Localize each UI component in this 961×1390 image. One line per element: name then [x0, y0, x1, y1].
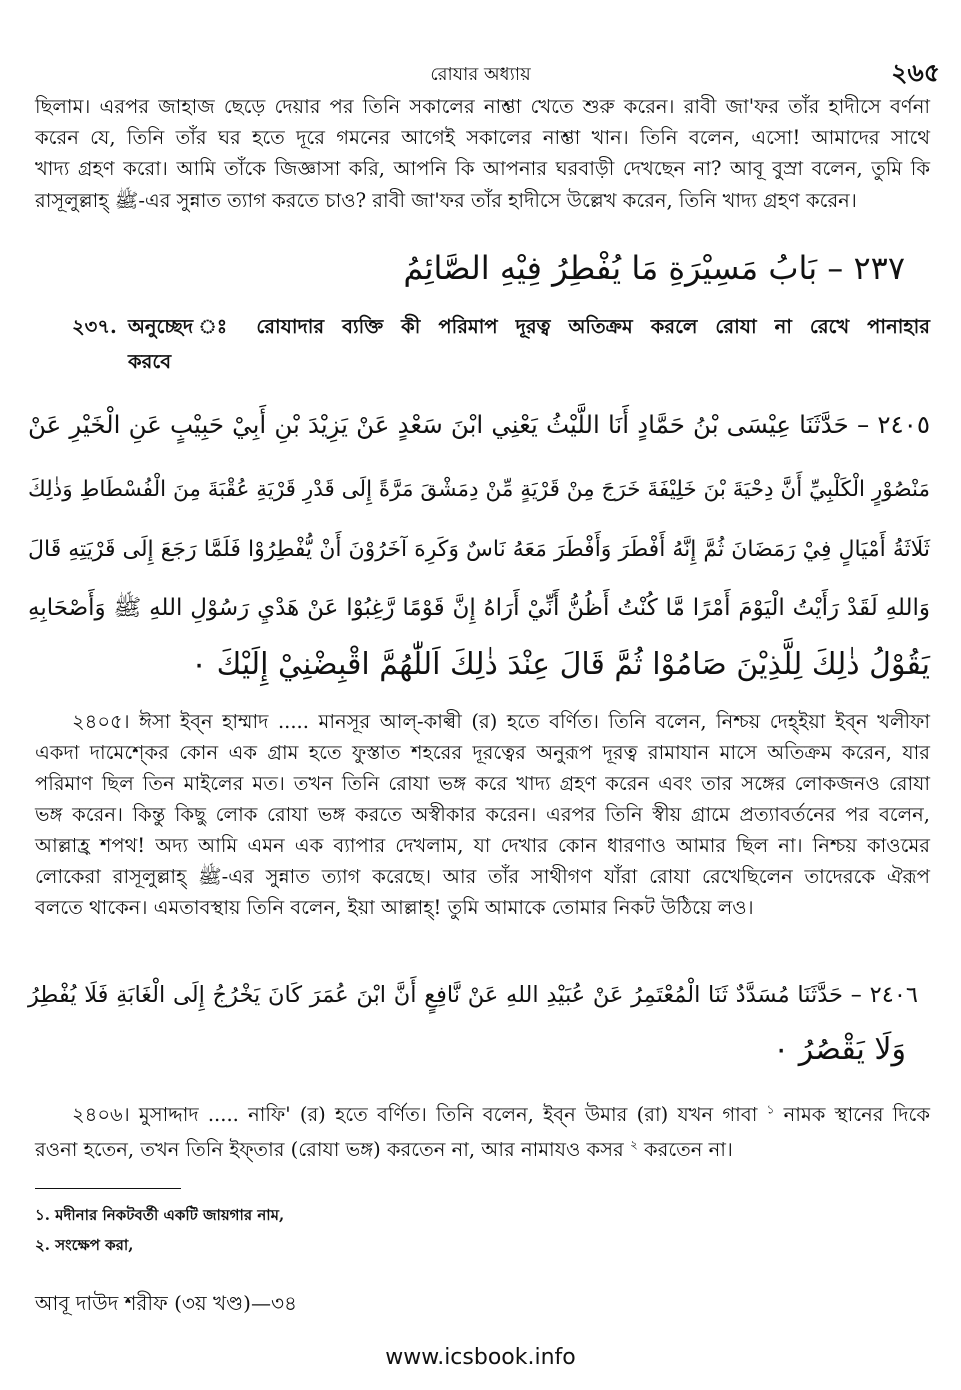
footnote-divider: [35, 1188, 181, 1189]
chapter-title-line: অনুচ্ছেদ ঃ রোযাদার ব্যক্তি কী পরিমাপ দূরত্ব অতিক্রম করলে রোযা না রেখে পানাহার: [128, 315, 930, 338]
footnote-marker: ২: [629, 1137, 638, 1152]
arabic-hadith-line: ٢٤٠٥ – حَدَّثَنَا عِيْسَى بْنُ حَمَّادٍ أَنَا اللَّيْثُ يَعْنِي ابْنَ سَعْدٍ عَنْ يَزِيْدَ بْنِ أَبِيْ حَبِيْبٍ عَنِ الْخَيْرِ عَنْ: [28, 410, 930, 439]
translation-line: একদা দামেশ্কের কোন এক গ্রাম হতে ফুস্তাত শহরের দূরত্বের অনুরূপ দূরত্ব রামাযান মাসে অতিক্রম করেন, যার: [35, 741, 930, 764]
page-header-title: রোযার অধ্যায়: [430, 64, 531, 85]
narration-line: করেন যে, তিনি তাঁর ঘর হতে দূরে গমনের আগেই সকালের নাশ্তা খান। তিনি বলেন, এসো! আমাদের সাথে: [35, 126, 930, 149]
arabic-hadith-line: ثَلَاثَةُ أَمْيَالٍ فِيْ رَمَضَانَ ثُمَّ إِنَّهُ أَفْطَرَ وَأَفْطَرَ مَعَهُ نَاسٌ وَكَرِهَ آخَرُوْنَ أَنْ يُّفْطِرُوْا فَلَمَّا رَجَعَ إِلَى قَرْيَتِهِ قَالَ: [28, 537, 930, 562]
translation-line: ২৪০৫। ঈসা ইব্ন হাম্মাদ ..... মানসূর আল্-কাল্বী (র) হতে বর্ণিত। তিনি বলেন, নিশ্চয় দেহ্ইয়া ইব্ন খলীফা: [72, 710, 930, 733]
text-segment: রওনা হতেন, তখন তিনি ইফ্তার (রোযা ভঙ্গ) করতেন না, আর নামাযও কসর: [35, 1138, 630, 1161]
footnote: ১. মদীনার নিকটবর্তী একটি জায়গার নাম,: [35, 1206, 285, 1224]
translation-line: পরিমাণ ছিল তিন মাইলের মত। তখন তিনি রোযা ভঙ্গ করে খাদ্য গ্রহণ করেন এবং তার সঙ্গের লোকজনও রোযা: [35, 772, 930, 795]
narration-line: খাদ্য গ্রহণ করো। আমি তাঁকে জিজ্ঞাসা করি, আপনি কি আপনার ঘরবাড়ী দেখছেন না? আবূ বুস্রা বলেন, তুমি কি: [35, 157, 930, 180]
text-segment: করতেন না।: [637, 1138, 733, 1161]
arabic-hadith-line: وَاللهِ لَقَدْ رَأَيْتُ الْيَوْمَ أَمْرًا مَّا كُنْتُ أَظُنُّ أَنِّيْ أَرَاهُ إِنَّ قَوْمًا رَّغِبُوْا عَنْ هَدْيِ رَسُوْلِ اللهِ ﷺ وَأَصْحَابِهِ: [28, 595, 930, 621]
translation-line: বলতে থাকেন। এমতাবস্থায় তিনি বলেন, ইয়া আল্লাহ্! তুমি আমাকে তোমার নিকট উঠিয়ে লও।: [35, 896, 754, 919]
narration-line: রাসূলুল্লাহ্ ﷺ-এর সুন্নাত ত্যাগ করতে চাও? রাবী জা'ফর তাঁর হাদীসে উল্লেখ করেন, তিনি খাদ্য গ্রহণ করেন।: [35, 189, 857, 212]
footnote-marker: ১: [766, 1102, 775, 1117]
translation-line: ভঙ্গ করেন। কিন্তু কিছু লোক রোযা ভঙ্গ করতে অস্বীকার করেন। এরপর তিনি স্বীয় গ্রামে প্রত্যাবর্তনের পর বলেন,: [35, 803, 930, 826]
chapter-title-line: করবে: [128, 350, 172, 373]
footnote: ২. সংক্ষেপ করা,: [35, 1236, 134, 1254]
arabic-hadith-line: يَقُوْلُ ذٰلِكَ لِلَّذِيْنَ صَامُوْا ثُمَّ قَالَ عِنْدَ ذٰلِكَ اَللّٰهُمَّ اقْبِضْنِيْ إِلَيْكَ ٠: [190, 647, 930, 682]
text-segment: ২৪০৬। মুসাদ্দাদ ..... নাফি' (র) হতে বর্ণিত। তিনি বলেন, ইব্ন উমার (রা) যখন গাবা: [72, 1103, 767, 1126]
arabic-hadith-line: ٢٤٠٦ – حَدَّثَنَا مُسَدَّدٌ ثَنَا الْمُعْتَمِرُ عَنْ عُبَيْدِ اللهِ عَنْ نَّافِعٍ أَنَّ ابْنَ عُمَرَ كَانَ يَخْرُجُ إِلَى الْغَابَةِ فَلَا يُفْطِرُ: [28, 982, 918, 1008]
narration-line: ছিলাম। এরপর জাহাজ ছেড়ে দেয়ার পর তিনি সকালের নাশ্তা খেতে শুরু করেন। রাবী জা'ফর তাঁর হাদীসে বর্ণনা: [35, 95, 930, 118]
website-url: www.icsbook.info: [385, 1345, 576, 1370]
translation-line: লোকেরা রাসূলুল্লাহ্ ﷺ-এর সুন্নাত ত্যাগ করেছে। আর তাঁর সাথীগণ যাঁরা রোযা রেখেছিলেন তাদেরকে ঐরূপ: [35, 865, 930, 888]
translation-line: আল্লাহ্র শপথ! অদ্য আমি এমন এক ব্যাপার দেখলাম, যা দেখার কোন ধারণাও আমার ছিল না। নিশ্চয় কাওমের: [35, 834, 930, 857]
chapter-number: ২৩৭.: [72, 315, 117, 338]
arabic-chapter-title: ٢٣٧ – بَابُ مَسِيْرَةِ مَا يُفْطِرُ فِيْهِ الصَّائِمُ: [403, 249, 905, 287]
book-footer: আবূ দাউদ শরীফ (৩য় খণ্ড)—৩৪: [35, 1291, 297, 1315]
translation-line: [72, 1099, 930, 1130]
arabic-hadith-line: مَنْصُوْرٍ الْكَلْبِيِّ أَنَّ دِحْيَةَ بْنَ خَلِيْفَةَ خَرَجَ مِنْ قَرْيَةٍ مِّنْ دِمَشْقَ مَرَّةً إِلَى قَدْرِ قَرْيَةِ عُقْبَةَ مِنَ الْفُسْطَاطِ وَذٰلِكَ: [28, 477, 930, 502]
arabic-hadith-line: وَلَا يَقْصُرُ ٠: [773, 1032, 906, 1067]
translation-line: [35, 1134, 930, 1165]
page-number: ২৬৫: [891, 58, 940, 87]
text-segment: নামক স্থানের দিকে: [774, 1103, 930, 1126]
